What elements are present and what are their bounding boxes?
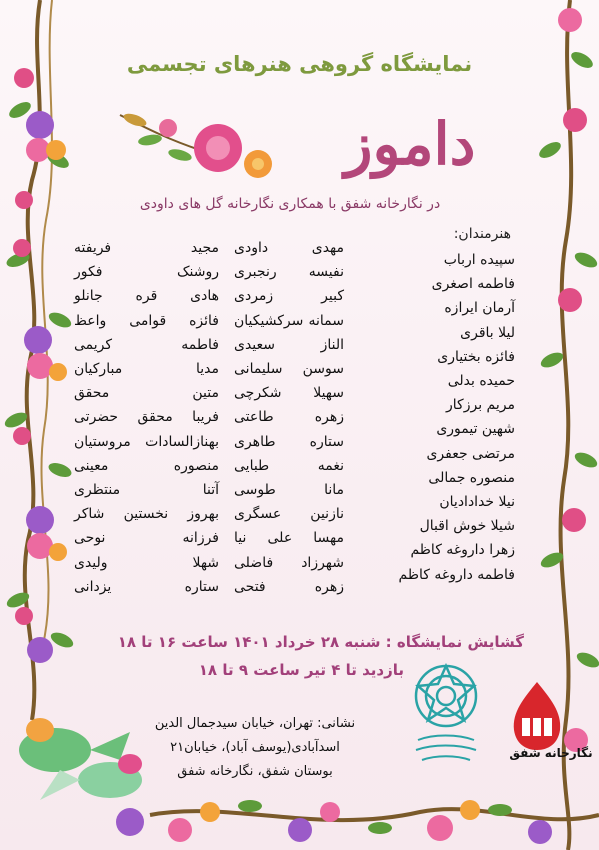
artist-name: زهره طاعتی — [234, 409, 344, 426]
organization-logo — [408, 660, 484, 770]
artist-name: زهرا داروغه کاظم — [410, 542, 515, 559]
visiting-hours: بازدید تا ۴ تیر ساعت ۹ تا ۱۸ — [198, 661, 404, 679]
artist-name: شهلا ولیدی — [74, 554, 219, 571]
artists-column-left — [74, 236, 219, 599]
gallery-name: نگارخانه شفق — [509, 746, 593, 760]
artists-column-middle — [234, 236, 344, 599]
address-line: بوستان شفق، نگارخانه شفق — [177, 764, 333, 779]
artist-name: زهره فتحی — [234, 578, 344, 595]
exhibition-subtitle: نمایشگاه گروهی هنرهای تجسمی — [126, 52, 473, 76]
address-line: اسدآبادی(یوسف آباد)، خیابان۲۱ — [170, 740, 340, 755]
venue-line: در نگارخانه شفق با همکاری نگارخانه گل های داودی — [139, 196, 441, 212]
artist-name: سمانه سرکشیکیان — [234, 312, 344, 329]
artist-name: مهسا علی نیا — [234, 530, 344, 547]
artist-name: الناز سعیدی — [234, 336, 344, 353]
artist-name: مجید فریفته — [74, 240, 219, 256]
artist-name: منصوره معینی — [74, 457, 219, 474]
artist-name: منصوره جمالی — [428, 469, 515, 486]
artists-heading: هنرمندان: — [453, 226, 511, 242]
artist-name: آرمان ایرازه — [444, 300, 515, 317]
artist-name: نیلا خدادادیان — [439, 494, 515, 511]
artist-name: آتنا منتظری — [74, 482, 219, 499]
artist-name: فائزه قوامی واعظ — [74, 312, 219, 329]
artist-name: هادی قره جانلو — [74, 288, 219, 305]
artist-name: نغمه طبایی — [234, 457, 344, 474]
artists-column-right — [365, 248, 515, 587]
artist-name: شهرزاد فاضلی — [234, 554, 344, 571]
artist-name: مهدی داودی — [234, 240, 344, 256]
address — [120, 712, 390, 784]
artist-name: فرزانه نوحی — [74, 530, 219, 547]
artist-name: شهین تیموری — [436, 421, 515, 438]
artist-name: فریبا محقق حضرتی — [74, 409, 219, 426]
exhibition-title: داموز — [344, 110, 476, 178]
artist-name: لیلا باقری — [460, 324, 515, 341]
artist-name: بهروز نخستین شاکر — [74, 506, 219, 523]
artist-name: مریم برزکار — [446, 397, 515, 414]
artist-name: ستاره طاهری — [234, 433, 344, 450]
artist-name: سهیلا شکرچی — [234, 385, 344, 402]
artist-name: فاطمه اصغری — [431, 276, 515, 293]
artist-name: نفیسه رنجبری — [234, 264, 344, 281]
artist-name: متین محقق — [74, 385, 219, 402]
opening-date: گشایش نمایشگاه : شنبه ۲۸ خرداد ۱۴۰۱ ساعت ۱۶ تا ۱۸ — [117, 633, 524, 651]
artist-name: ستاره یزدانی — [74, 578, 219, 595]
artist-name: بهنازالسادات مروستیان — [74, 433, 219, 450]
artist-name: سپیده ارباب — [443, 252, 515, 268]
artist-name: فاطمه داروغه کاظم — [398, 566, 515, 583]
artist-name: شیلا خوش اقبال — [419, 518, 515, 535]
artist-name: مرتضی جعفری — [426, 445, 515, 462]
artist-name: حمیده بدلی — [447, 373, 515, 390]
artist-name: کبیر زمردی — [234, 288, 344, 305]
artist-name: روشنک فکور — [74, 264, 219, 281]
artist-name: فائزه بختیاری — [437, 348, 515, 365]
artist-name: سوسن سلیمانی — [234, 361, 344, 378]
artist-name: مدیا مبارکیان — [74, 361, 219, 378]
artist-name: فاطمه کریمی — [74, 336, 219, 353]
artist-name: نازنین عسگری — [234, 506, 344, 523]
address-line: نشانی: تهران، خیابان سیدجمال الدین — [154, 716, 356, 731]
artist-name: مانا طوسی — [234, 482, 344, 499]
